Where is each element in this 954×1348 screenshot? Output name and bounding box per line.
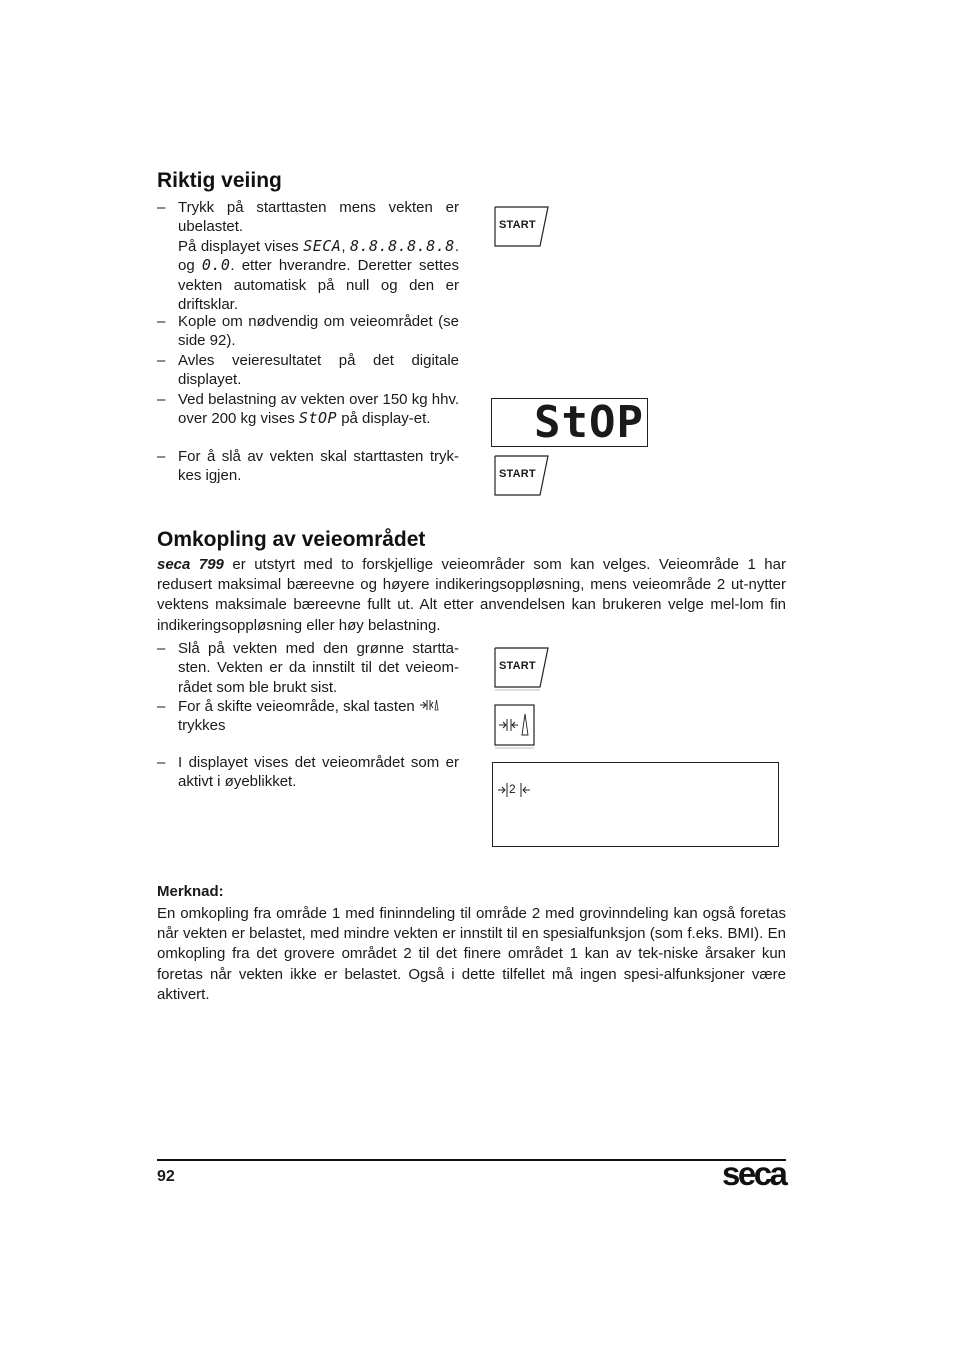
bullet-text: For å slå av vekten skal starttasten tryk-kes igjen. [178,448,459,485]
display-code-seca: SECA [303,236,342,255]
bullet-text: Kople om nødvendig om veieområdet (se side 92). [178,313,459,350]
start-key-icon [494,206,548,246]
display-code-stop: StOP [298,409,338,428]
range-display [492,762,779,847]
bullet-dash: – [157,352,166,369]
start-key-icon [494,455,548,495]
range-display-value: 2 [509,782,516,796]
bullet-text: trykkes [178,717,226,735]
start-key-label: START [499,660,536,672]
display-code-zero: 0.0 [201,256,231,275]
start-key-icon [494,647,548,687]
list-item [157,198,459,314]
bullet-text: Avles veieresultatet på det digitale displayet. [178,352,459,389]
start-key-label: START [499,219,536,231]
list-item [157,639,459,697]
bullet-dash: – [157,313,166,330]
bullet-dash: – [157,391,166,408]
list-item [157,447,459,486]
intro-paragraph [157,555,786,636]
stop-display-text: StOP [534,397,644,448]
seca-logo: seca [722,1155,786,1192]
bullet-dash: – [157,698,166,715]
stop-display [491,398,648,447]
section-title-omkopling: Omkopling av veieområdet [157,528,426,551]
list-item [157,697,459,736]
bullet-text: Ved belastning av vekten over 150 kg hhv. over 200 kg vises [178,391,459,428]
bullet-text: På displayet vises [178,237,304,255]
bullet-dash: – [157,754,166,771]
bullet-dash: – [157,640,166,657]
list-item [157,312,459,351]
bullet-text: I displayet vises det veieområdet som er aktivt i øyeblikket. [178,754,459,791]
list-item [157,753,459,792]
note-paragraph: En omkopling fra område 1 med fininndeling til område 2 med grovinndeling kan også foretas når vekten er belastet, med mindre vekten er innstilt til en spesialfunksjon (som f.eks. BMI). En omkopling fra det grovere området 2 til det finere området 1 kan av tek-niske årsaker kun foretas når vekten ikke er belastet. Også i dette tilfellet må ingen spesi-alfunksjoner være aktivert. [157,905,786,1003]
note-heading: Merknad: [157,883,224,900]
range-switch-key-icon [494,704,536,750]
footer-rule [157,1159,786,1161]
list-item [157,390,459,429]
product-name: seca 799 [157,556,224,573]
intro-text: er utstyrt med to forskjellige veieområder som kan velges. Veieområde 1 har redusert maksimal bæreevne og høyere indikeringsoppløsning, mens veieområde 2 ut-nytter vektens maksimale bæreevne fullt ut. Alt etter anvendelsen kan brukeren velge mel-lom fin indikeringsoppløsning eller høy belastning. [157,556,786,634]
start-key-label: START [499,468,536,480]
bullet-dash: – [157,199,166,216]
separator-text: . og [178,237,459,275]
bullet-text: For å skifte veieområde, skal tasten [178,698,419,715]
bullet-text: Trykk på starttasten mens vekten er ubelastet. [178,199,459,236]
bullet-text: Slå på vekten med den grønne startta-sten. Vekten er da innstilt til det veieom-rådet som ble brukt sist. [178,640,459,696]
bullet-text: . etter hverandre. Deretter settes vekten automatisk på null og den er driftsklar. [178,257,459,314]
list-item [157,351,459,390]
separator-text: , [341,237,350,255]
bullet-dash: – [157,448,166,465]
display-code-test: 8.8.8.8.8.8 [349,236,455,255]
bullet-text: på display-et. [337,410,431,428]
section-title-riktig-veiing: Riktig veiing [157,169,282,192]
page-number: 92 [157,1168,175,1185]
range-switch-icon [419,698,439,712]
